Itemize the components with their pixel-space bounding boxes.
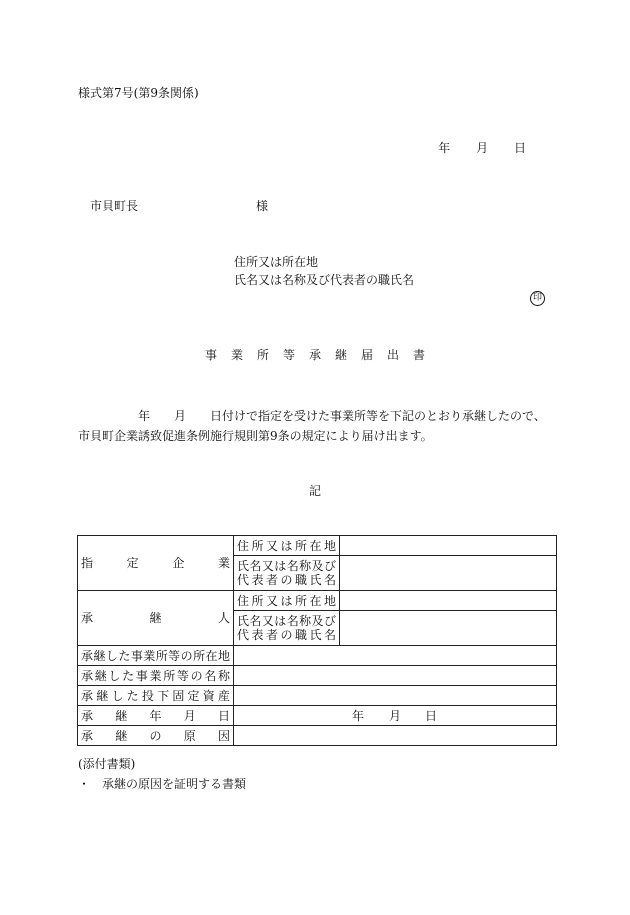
successor-address-text: 住所又は所在地 — [237, 593, 336, 608]
designated-address-text: 住所又は所在地 — [237, 538, 336, 553]
addressee-name: 市貝町長 — [90, 199, 139, 213]
table-row — [78, 686, 557, 706]
attachment-item-text: 承継の原因を証明する書類 — [102, 777, 247, 791]
successor-name-value[interactable] — [340, 611, 557, 646]
successor-text: 承継人 — [81, 611, 230, 625]
row-value-location[interactable] — [234, 646, 557, 666]
row-label-location — [78, 646, 234, 666]
designated-name-line1: 氏名又は名称及び — [237, 559, 336, 573]
successor-name-label — [234, 611, 340, 646]
row-label-cause-text: 承継の原因 — [81, 728, 230, 743]
applicant-name-label: 氏名又は名称及び代表者の職氏名 — [234, 273, 415, 287]
row-label-date-text: 承継年月日 — [81, 708, 230, 723]
table-row — [78, 666, 557, 686]
applicant-address-label: 住所又は所在地 — [234, 255, 319, 269]
row-label-assets-text: 承継した投下固定資産 — [81, 688, 230, 703]
successor-address-label — [234, 591, 340, 611]
body-content: 年 月 日付けで指定を受けた事業所等を下記のとおり承継したので、市貝町企業誘致促進条例施行規則第9条の規定により届け出ます。 — [78, 409, 546, 443]
table-row — [78, 536, 557, 556]
table-row — [78, 646, 557, 666]
date-line — [438, 141, 526, 155]
designated-company-label — [78, 536, 234, 591]
successor-address-value[interactable] — [340, 591, 557, 611]
succession-day: 日 — [425, 709, 438, 723]
date-month: 月 — [476, 141, 489, 155]
date-year: 年 — [438, 141, 451, 155]
attachment-bullet: ・ — [78, 777, 91, 791]
addressee — [90, 199, 268, 213]
body-text — [78, 406, 556, 446]
table-row — [78, 591, 557, 611]
row-value-cause[interactable] — [234, 726, 557, 746]
succession-form-table — [77, 535, 557, 746]
row-value-name[interactable] — [234, 666, 557, 686]
succession-month: 月 — [389, 709, 402, 723]
row-value-date[interactable] — [234, 706, 557, 726]
row-label-date — [78, 706, 234, 726]
body-indent — [78, 409, 138, 423]
designated-name-value[interactable] — [340, 556, 557, 591]
attachments-heading: (添付書類) — [78, 757, 136, 771]
table-row — [78, 726, 557, 746]
row-label-name-text: 承継した事業所等の名称 — [81, 668, 230, 683]
designated-name-label — [234, 556, 340, 591]
succession-year: 年 — [352, 709, 365, 723]
row-label-assets — [78, 686, 234, 706]
designated-address-value[interactable] — [340, 536, 557, 556]
row-label-name — [78, 666, 234, 686]
successor-name-line2: 代表者の職氏名 — [237, 628, 336, 642]
row-label-cause — [78, 726, 234, 746]
addressee-honorific: 様 — [256, 199, 269, 213]
form-number: 様式第7号(第9条関係) — [78, 86, 199, 100]
designated-name-line2: 代表者の職氏名 — [237, 573, 336, 587]
attachment-item — [78, 777, 246, 791]
date-day: 日 — [513, 141, 526, 155]
row-value-assets[interactable] — [234, 686, 557, 706]
ki-note-heading: 記 — [308, 484, 321, 498]
seal-mark: 印 — [530, 291, 545, 306]
designated-company-text: 指定企業 — [81, 556, 230, 570]
successor-label — [78, 591, 234, 646]
table-row — [78, 706, 557, 726]
successor-name-line1: 氏名又は名称及び — [237, 614, 336, 628]
row-label-location-text: 承継した事業所等の所在地 — [81, 648, 230, 663]
designated-address-label — [234, 536, 340, 556]
document-title: 事業所等承継届出書 — [204, 348, 439, 362]
